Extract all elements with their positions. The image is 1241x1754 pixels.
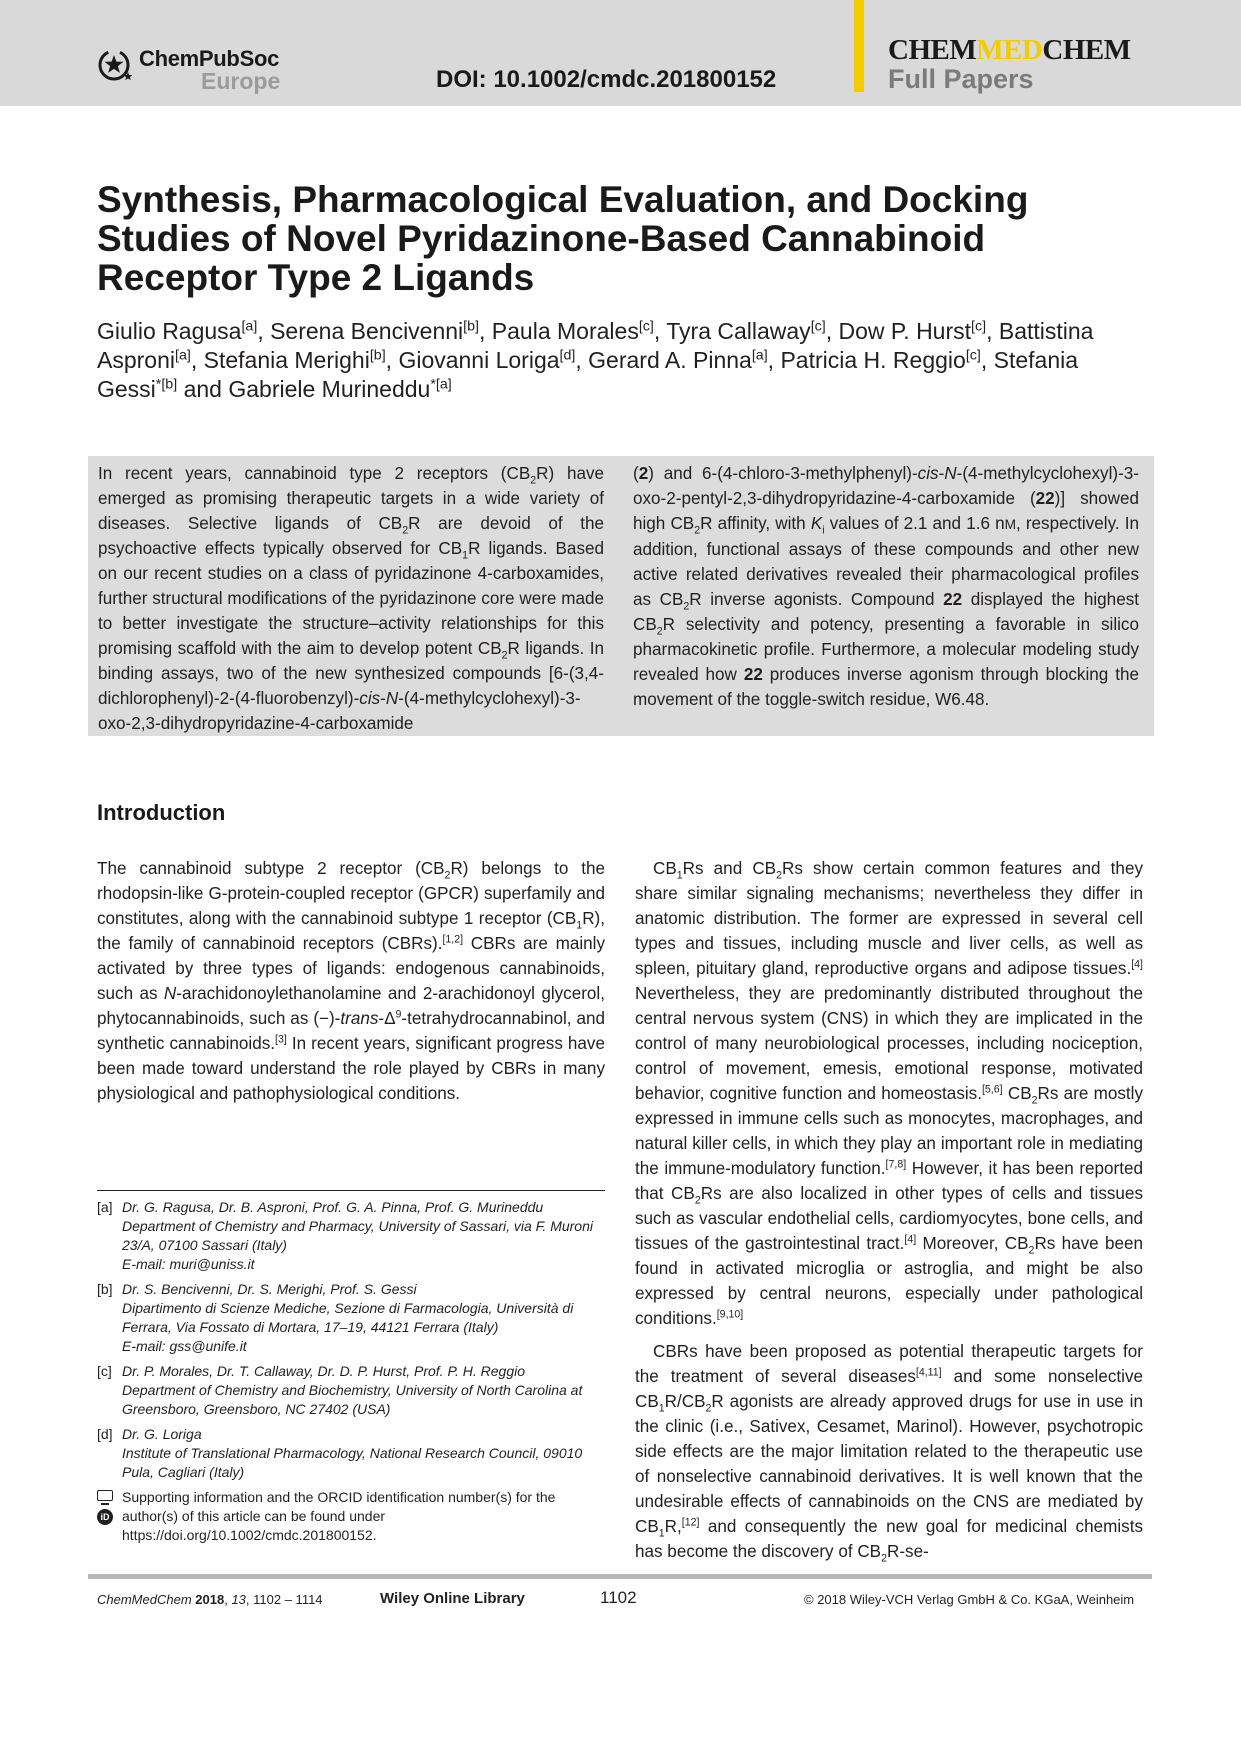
footer-journal: ChemMedChem (97, 1592, 192, 1607)
author (492, 318, 654, 344)
author-affiliation-mark: [d] (559, 347, 576, 364)
author-affiliation-mark: [c] (971, 318, 987, 335)
affiliation (97, 1425, 605, 1482)
publisher-region: Europe (201, 68, 281, 94)
affiliation-names: Dr. G. Loriga (122, 1426, 202, 1442)
author-name: Gabriele Murineddu (228, 376, 431, 402)
affiliation-address: Department of Chemistry and Biochemistry, University of North Carolina at Greensboro, Greensboro, NC 27402 (USA) (122, 1382, 583, 1417)
supporting-info-note (97, 1488, 605, 1545)
footer-volume: 13 (231, 1592, 246, 1607)
author-name: Stefania Gessi (97, 347, 1079, 402)
author (270, 318, 479, 344)
copyright-notice: © 2018 Wiley-VCH Verlag GmbH & Co. KGaA, Weinheim (804, 1592, 1135, 1607)
author-name: Stefania Merighi (203, 347, 370, 373)
affiliation-names: Dr. G. Ragusa, Dr. B. Asproni, Prof. G. A. Pinna, Prof. G. Murineddu (122, 1199, 544, 1215)
computer-icon (97, 1490, 113, 1501)
author-affiliation-mark: [a] (174, 347, 191, 364)
author-affiliation-mark: [b] (369, 347, 386, 364)
journal-logo-part2: MED (976, 34, 1043, 66)
author-affiliation-mark: *[b] (155, 376, 178, 393)
journal-logo-part1: CHEM (888, 34, 977, 66)
chempubsoc-star-icon (97, 46, 135, 84)
author-name: Serena Bencivenni (270, 318, 464, 344)
affiliation-tag: [a] (97, 1199, 113, 1215)
author (398, 347, 575, 373)
body-left-column (97, 856, 605, 1106)
author (588, 347, 768, 373)
affiliation-address: Institute of Translational Pharmacology, National Research Council, 09010 Pula, Cagliari (Italy) (122, 1445, 583, 1480)
body-paragraph: CBRs have been proposed as potential therapeutic targets for the treatment of several diseases[4,11] and some nonselective $CB_1R/CB_2R$ agonists are already approved drugs for use in use in the clinic (i.e., Sativex, Cesamet, Marinol). However, psychotropic side effects are the major limitation related to the therapeutic use of nonselective cannabinoid derivatives. It is well known that the undesirable effects of cannabinoids on the CNS are mediated by $CB_1R,[12]$ and consequently the new goal for medicinal chemists has become the discovery of $CB_2R-se-$ (635, 1342, 1143, 1565)
footnote-divider (97, 1190, 605, 1191)
body-right-column (635, 856, 1143, 1564)
body-paragraph: The cannabinoid subtype 2 receptor $(CB_2R)$ belongs to the rhodopsin-like G-protein-coupled receptor (GPCR) superfamily and constitutes, along with the cannabinoid subtype 1 receptor $(CB_1R)$, the family of cannabinoid receptors (CBRs).[1,2] CBRs are mainly activated by three types of ligands: endogenous cannabinoids, such as N-arachidonoylethanolamine and 2-arachidonoyl glycerol, phytocannabinoids, such as $(-)-trans-\Delta^9$-tetrahydrocannabinol, and synthetic cannabinoids.[3] In recent years, significant progress have been made toward understand the role played by CBRs in many physiological and pathophysiological conditions. (97, 859, 606, 1103)
author-name: Battistina Asproni (97, 318, 1094, 373)
abstract-left-column: In recent years, cannabinoid type 2 receptors $(CB_2R)$ have emerged as promising therapeutic targets in a wide variety of diseases. Selective ligands of $CB_2R$ are devoid of the psychoactive effects typically observed for $CB_1R$ ligands. Based on our recent studies on a class of pyridazinone 4-carboxamides, further structural modifications of the pyridazinone core were made to better investigate the structure–activity relationships for this promising scaffold with the aim to develop potent $CB_2R$ ligands. In binding assays, two of the new synthesized compounds [6-(3,4-dichlorophenyl)-2-(4-fluorobenzyl)-cis-N-(4-methylcyclohexyl)-3-oxo-2,3-dihydropyridazine-4-carboxamide (98, 464, 605, 733)
author-name: Paula Morales (491, 318, 639, 344)
affiliation-names: Dr. S. Bencivenni, Dr. S. Merighi, Prof. S. Gessi (122, 1281, 417, 1297)
article-title: Synthesis, Pharmacological Evaluation, and Docking Studies of Novel Pyridazinone-Based Cannabinoid Receptor Type 2 Ligands (97, 179, 1029, 298)
author (228, 376, 451, 402)
author-affiliation-mark: [c] (965, 347, 981, 364)
author-affiliation-mark: [c] (810, 318, 826, 335)
author-affiliation-mark: [a] (241, 318, 258, 335)
affiliation-names: Dr. P. Morales, Dr. T. Callaway, Dr. D. P. Hurst, Prof. P. H. Reggio (122, 1363, 526, 1379)
abstract (88, 456, 1154, 736)
footer-year: 2018 (195, 1592, 225, 1607)
journal-accent-bar (854, 0, 864, 92)
page-number: 1102 (600, 1588, 637, 1607)
author-name: Giulio Ragusa (97, 318, 242, 344)
affiliation-address: Dipartimento di Scienze Mediche, Sezione di Farmacologia, Università di Ferrara, Via Fossato di Mortara, 17–19, 44121 Ferrara (Italy) (122, 1300, 574, 1335)
affiliation (97, 1280, 605, 1356)
affiliation-list (97, 1198, 605, 1545)
footer-citation: ChemMedChem 2018, 13, 1102 – 1114 (97, 1592, 323, 1607)
author-connector: and (177, 376, 229, 402)
author-affiliation-mark: [c] (638, 318, 654, 335)
journal-logo-part3: CHEM (1042, 34, 1131, 66)
footer-divider (88, 1574, 1152, 1579)
page-header (0, 0, 1241, 106)
article-doi[interactable]: DOI: 10.1002/cmdc.201800152 (436, 66, 777, 93)
affiliation-tag: [c] (97, 1363, 112, 1379)
author-name: Patricia H. Reggio (780, 347, 966, 373)
affiliation (97, 1362, 605, 1419)
author-name: Tyra Callaway (666, 318, 811, 344)
author (204, 347, 386, 373)
wiley-online-library-link[interactable]: Wiley Online Library (380, 1590, 525, 1607)
affiliation-email[interactable]: E-mail: gss@unife.it (122, 1338, 247, 1354)
affiliation-email[interactable]: E-mail: muri@uniss.it (122, 1256, 255, 1272)
article-type: Full Papers (888, 64, 1034, 94)
affiliation-address: Department of Chemistry and Pharmacy, University of Sassari, via F. Muroni 23/A, 07100 Sassari (Italy) (122, 1218, 593, 1253)
author-affiliation-mark: *[a] (430, 376, 452, 393)
affiliation-tag: [d] (97, 1426, 113, 1442)
author-affiliation-mark: [b] (463, 318, 480, 335)
affiliation-tag: [b] (97, 1281, 113, 1297)
author-name: Giovanni Loriga (398, 347, 560, 373)
supporting-info-icons (97, 1490, 115, 1525)
author (666, 318, 825, 344)
supporting-info-text[interactable]: Supporting information and the ORCID identification number(s) for the author(s) of this article can be found under https://doi.org/10.1002/cmdc.201800152. (122, 1489, 556, 1543)
section-heading: Introduction (97, 800, 226, 825)
journal-logo (888, 34, 1131, 67)
abstract-right-column: (2) and 6-(4-chloro-3-methylphenyl)-cis-N-(4-methylcyclohexyl)-3-oxo-2-pentyl-2,3-dihydropyridazine-4-carboxamide (22)] showed high $CB_2R$ affinity, with $K_i$ values of 2.1 and 1.6 nM, respectively. In addition, functional assays of these compounds and other new active related derivatives revealed their pharmacological profiles as $CB_2R$ inverse agonists. Compound 22 displayed the highest $CB_2R$ selectivity and potency, presenting a favorable in silico pharmacokinetic profile. Furthermore, a molecular modeling study revealed how 22 produces inverse agonism through blocking the movement of the toggle-switch residue, W6.48. (633, 464, 1140, 709)
author (780, 347, 980, 373)
body-paragraph: $CB_1Rs$ and $CB_2Rs$ show certain common features and they share similar signaling mechanisms; nevertheless they differ in anatomic distribution. The former are expressed in several cell types and tissues, including muscle and liver cells, as well as spleen, pituitary gland, reproductive organs and adipose tissues.[4] Nevertheless, they are predominantly distributed throughout the central nervous system (CNS) in which they are implicated in the control of many neurobiological processes, including nociception, control of movement, emesis, emotional response, motivated behavior, cognitive function and homeostasis.[5,6] $CB_2Rs$ are mostly expressed in immune cells such as monocytes, macrophages, and natural killer cells, in which they play an important role in mediating the immune-modulatory function.[7,8] However, it has been reported that $CB_2Rs$ are also localized in other types of cells and tissues such as vascular endothelial cells, cardiomyocytes, bone cells, and tissues of the gastrointestinal tract.[4] Moreover, $CB_2Rs$ have been found in activated microglia or astroglia, and might be also expressed by central neurons, especially under pathological conditions.[9,10] (635, 859, 1144, 1328)
footer-pages: 1102 – 1114 (253, 1592, 323, 1607)
author (839, 318, 987, 344)
author-affiliation-mark: [a] (751, 347, 768, 364)
author-name: Gerard A. Pinna (588, 347, 752, 373)
publisher-name: ChemPubSoc (139, 46, 280, 71)
author-list: Giulio Ragusa[a], Serena Bencivenni[b], Paula Morales[c], Tyra Callaway[c], Dow P. Hurst[c], Battistina Asproni[a], Stefania Merighi[b], Giovanni Loriga[d], Gerard A. Pinna[a], Patricia H. Reggio[c], Stefania Gessi$^{*[b]}$ and Gabriele Murineddu$^{*[a]}$ (97, 318, 1094, 402)
affiliation (97, 1198, 605, 1274)
author (97, 318, 257, 344)
author-name: Dow P. Hurst (838, 318, 972, 344)
orcid-icon: iD (97, 1509, 113, 1525)
